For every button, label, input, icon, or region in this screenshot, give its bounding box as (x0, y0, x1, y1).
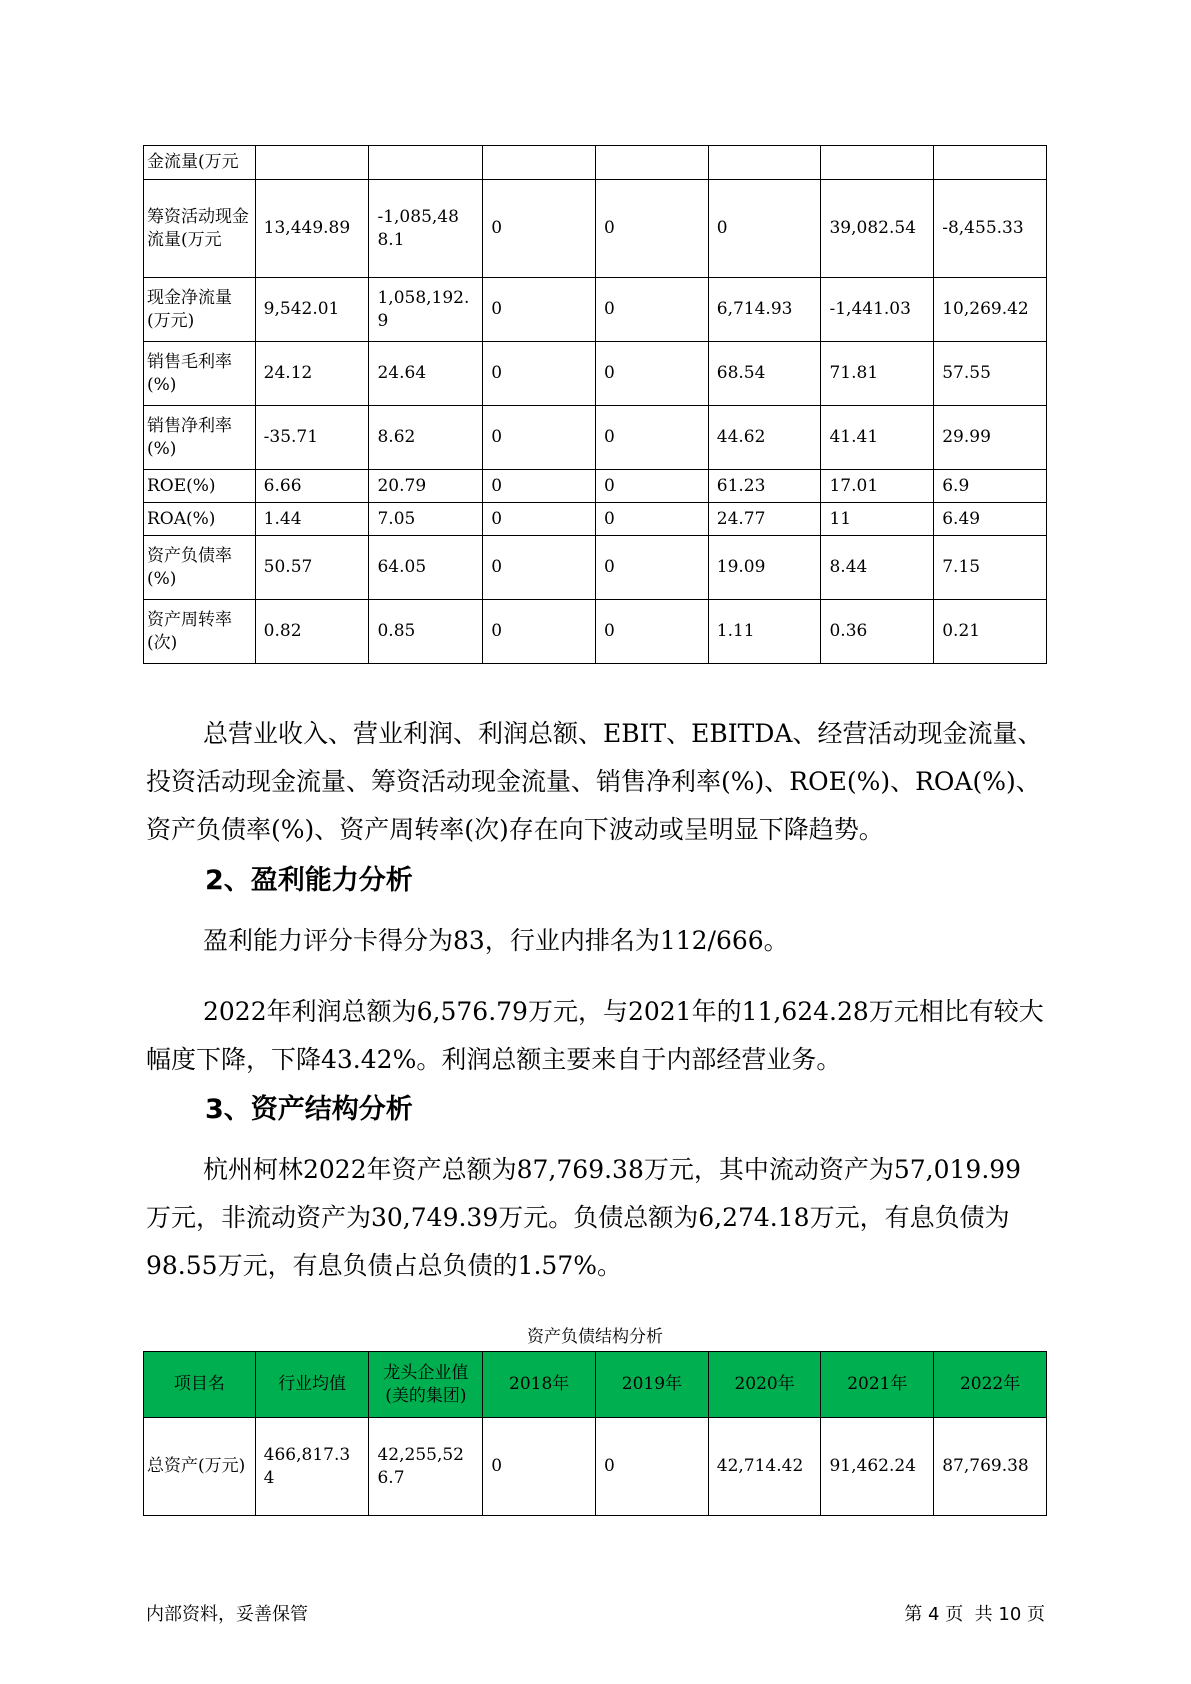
table-cell: 0.82 (255, 600, 369, 664)
row-label: 金流量(万元 (144, 146, 256, 180)
financial-indicators-table (143, 145, 1047, 664)
table-cell: 1,058,192.9 (369, 278, 483, 342)
header-cell: 龙头企业值(美的集团) (369, 1352, 483, 1418)
table-cell: 0 (596, 1418, 709, 1516)
table-cell: 64.05 (369, 536, 483, 600)
header-cell: 行业均值 (255, 1352, 369, 1418)
table-cell: 24.77 (708, 503, 821, 536)
table-cell: 42,255,526.7 (369, 1418, 483, 1516)
table-cell: 20.79 (369, 470, 483, 503)
table-cell: 68.54 (708, 342, 821, 406)
table-cell: 29.99 (934, 406, 1047, 470)
table-cell: 0.85 (369, 600, 483, 664)
header-cell: 2022年 (934, 1352, 1047, 1418)
header-cell: 2020年 (708, 1352, 821, 1418)
table-row (144, 600, 1047, 664)
table-cell: 11 (821, 503, 934, 536)
header-cell: 2019年 (596, 1352, 709, 1418)
table-cell: 91,462.24 (821, 1418, 934, 1516)
table-cell: 466,817.34 (255, 1418, 369, 1516)
table-row (144, 1418, 1047, 1516)
table-cell: 0 (596, 180, 709, 278)
section-heading-profitability: 2、盈利能力分析 (205, 865, 413, 896)
header-cell: 2021年 (821, 1352, 934, 1418)
header-cell: 项目名 (144, 1352, 256, 1418)
table-cell: 13,449.89 (255, 180, 369, 278)
table-body (144, 1352, 1047, 1516)
row-label: 销售毛利率(%) (144, 342, 256, 406)
paragraph-profitability-score: 盈利能力评分卡得分为83，行业内排名为112/666。 (203, 926, 789, 955)
table-cell: 0 (596, 503, 709, 536)
table-cell (255, 146, 369, 180)
table-cell (596, 146, 709, 180)
table-row (144, 146, 1047, 180)
table-cell: 19.09 (708, 536, 821, 600)
row-label: 资产周转率(次) (144, 600, 256, 664)
table-cell: 0 (708, 180, 821, 278)
section-heading-asset-structure: 3、资产结构分析 (205, 1094, 413, 1125)
header-cell: 2018年 (483, 1352, 596, 1418)
row-label: 资产负债率(%) (144, 536, 256, 600)
table-cell (369, 146, 483, 180)
table-cell: 0 (483, 536, 596, 600)
table-cell: 44.62 (708, 406, 821, 470)
table-cell (934, 146, 1047, 180)
table-cell: 0 (596, 600, 709, 664)
table-cell: -35.71 (255, 406, 369, 470)
row-label: 总资产(万元) (144, 1418, 256, 1516)
paragraph-profit-total: 2022年利润总额为6,576.79万元，与2021年的11,624.28万元相比有较大幅度下降，下降43.42%。利润总额主要来自于内部经营业务。 (146, 997, 1044, 1074)
row-label: ROA(%) (144, 503, 256, 536)
table-cell: 24.64 (369, 342, 483, 406)
table-cell: 42,714.42 (708, 1418, 821, 1516)
table-cell: 0 (596, 278, 709, 342)
table-cell: 87,769.38 (934, 1418, 1047, 1516)
table-cell: 61.23 (708, 470, 821, 503)
table-row (144, 180, 1047, 278)
table-cell: 0 (596, 406, 709, 470)
table-cell: -8,455.33 (934, 180, 1047, 278)
row-label: 现金净流量(万元) (144, 278, 256, 342)
table-row (144, 470, 1047, 503)
table-row (144, 406, 1047, 470)
table-cell: 7.15 (934, 536, 1047, 600)
table-body (144, 146, 1047, 664)
table-cell: 0 (483, 1418, 596, 1516)
table-cell: 10,269.42 (934, 278, 1047, 342)
row-label: ROE(%) (144, 470, 256, 503)
footer-page-number: 第 4 页 共 10 页 (904, 1604, 1045, 1625)
table-cell: 0 (483, 180, 596, 278)
table-cell: 0 (483, 278, 596, 342)
table-cell: 0.36 (821, 600, 934, 664)
table-cell: 0 (596, 470, 709, 503)
table-cell: 1.11 (708, 600, 821, 664)
table-cell (708, 146, 821, 180)
table-cell: 24.12 (255, 342, 369, 406)
table-cell (483, 146, 596, 180)
table-cell: 0 (483, 470, 596, 503)
table-cell: 6,714.93 (708, 278, 821, 342)
table-cell: 1.44 (255, 503, 369, 536)
paragraph-asset-structure: 杭州柯林2022年资产总额为87,769.38万元，其中流动资产为57,019.99万元，非流动资产为30,749.39万元。负债总额为6,274.18万元，有息负债为98.55万元，有息负债占总负债的1.57%。 (146, 1155, 1022, 1280)
table-cell: 71.81 (821, 342, 934, 406)
table-cell: 0 (483, 600, 596, 664)
table-cell (821, 146, 934, 180)
table-cell: 6.66 (255, 470, 369, 503)
table-cell: -1,085,488.1 (369, 180, 483, 278)
asset-liability-table (143, 1351, 1047, 1516)
footer-confidential-note: 内部资料，妥善保管 (146, 1604, 308, 1625)
table-cell: 6.9 (934, 470, 1047, 503)
table-cell: 57.55 (934, 342, 1047, 406)
table-row (144, 536, 1047, 600)
table-cell: 8.62 (369, 406, 483, 470)
table-cell: 8.44 (821, 536, 934, 600)
table-cell: 6.49 (934, 503, 1047, 536)
table-cell: 17.01 (821, 470, 934, 503)
table-cell: 7.05 (369, 503, 483, 536)
table-cell: 0 (483, 342, 596, 406)
row-label: 销售净利率(%) (144, 406, 256, 470)
table-header-row (144, 1352, 1047, 1418)
table-cell: 0.21 (934, 600, 1047, 664)
table-cell: 0 (483, 503, 596, 536)
table-cell: 39,082.54 (821, 180, 934, 278)
table-row (144, 503, 1047, 536)
row-label: 筹资活动现金流量(万元 (144, 180, 256, 278)
table-row (144, 278, 1047, 342)
table-cell: 50.57 (255, 536, 369, 600)
table-row (144, 342, 1047, 406)
table-cell: 9,542.01 (255, 278, 369, 342)
table-cell: 0 (596, 536, 709, 600)
table-cell: 41.41 (821, 406, 934, 470)
table-caption: 资产负债结构分析 (527, 1327, 663, 1347)
table-cell: 0 (483, 406, 596, 470)
table-cell: -1,441.03 (821, 278, 934, 342)
summary-paragraph: 总营业收入、营业利润、利润总额、EBIT、EBITDA、经营活动现金流量、投资活动现金流量、筹资活动现金流量、销售净利率(%)、ROE(%)、ROA(%)、资产负债率(%)、资产周转率(次)存在向下波动或呈明显下降趋势。 (146, 719, 1043, 844)
table-cell: 0 (596, 342, 709, 406)
